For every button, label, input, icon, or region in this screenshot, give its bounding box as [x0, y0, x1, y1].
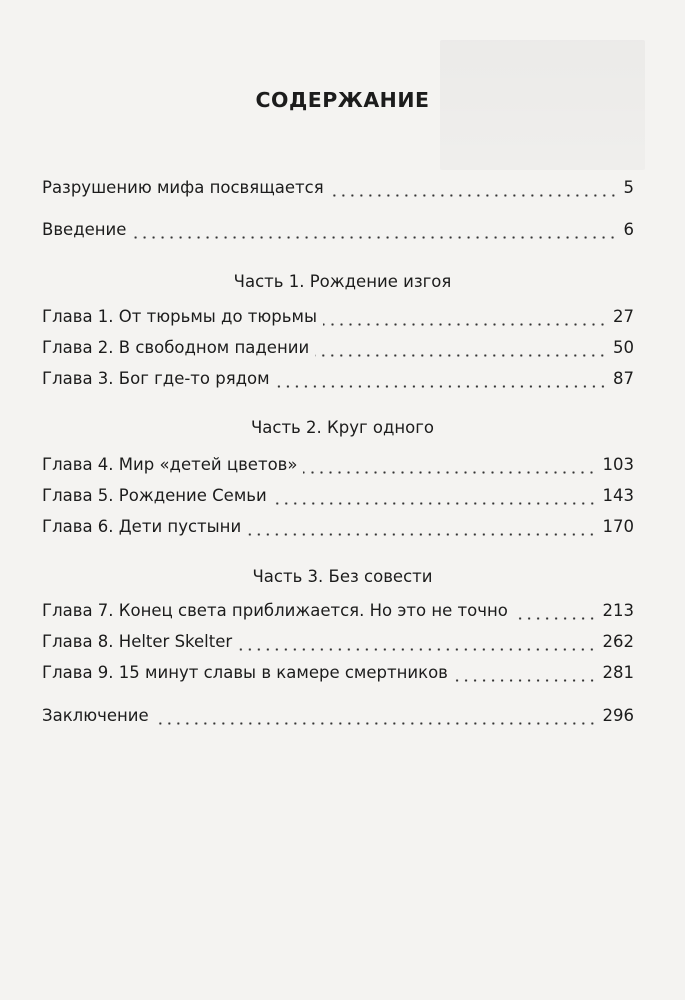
toc-entry-page: 213	[602, 601, 634, 620]
toc-entry-label: Глава 7. Конец света приближается. Но это не точно	[42, 601, 508, 620]
toc-entry-label: Глава 9. 15 минут славы в камере смертников	[42, 663, 448, 682]
toc-entry-label: Разрушению мифа посвящается	[42, 178, 324, 197]
dot-leader	[238, 648, 596, 651]
toc-entry	[42, 663, 634, 687]
toc-entry-page: 262	[602, 632, 634, 651]
toc-entry-page: 6	[623, 220, 634, 239]
toc-entry-label: Глава 3. Бог где-то рядом	[42, 369, 270, 388]
dot-leader	[247, 533, 596, 536]
toc-entry-page: 50	[613, 338, 634, 357]
dot-leader	[155, 722, 597, 725]
toc-entry-label: Введение	[42, 220, 127, 239]
toc-entry-page: 281	[602, 663, 634, 682]
dot-leader	[276, 385, 607, 388]
toc-entry	[42, 178, 634, 202]
toc-entry	[42, 486, 634, 510]
dot-leader	[454, 679, 597, 682]
toc-entry-label: Глава 8. Helter Skelter	[42, 632, 233, 651]
dot-leader	[330, 194, 618, 197]
toc-entry	[42, 601, 634, 625]
toc-entry-label: Глава 2. В свободном падении	[42, 338, 310, 357]
toc-entry	[42, 632, 634, 656]
toc-entry-page: 296	[602, 706, 634, 725]
toc-entry-page: 27	[613, 307, 634, 326]
dot-leader	[315, 354, 607, 357]
toc-entry-page: 87	[613, 369, 634, 388]
toc-entry	[42, 369, 634, 393]
toc-entry-page: 143	[602, 486, 634, 505]
dot-leader	[303, 471, 596, 474]
toc-entry	[42, 307, 634, 331]
toc-entry-page: 170	[602, 517, 634, 536]
dot-leader	[514, 617, 597, 620]
toc-entry	[42, 455, 634, 479]
page-title: СОДЕРЖАНИЕ	[255, 88, 430, 112]
toc-entry-page: 103	[602, 455, 634, 474]
part-heading: Часть 2. Круг одного	[250, 418, 435, 437]
part-heading: Часть 1. Рождение изгоя	[233, 272, 452, 291]
toc-entry	[42, 338, 634, 362]
part-heading: Часть 3. Без совести	[252, 567, 433, 586]
toc-entry-label: Глава 1. От тюрьмы до тюрьмы	[42, 307, 317, 326]
dot-leader	[273, 502, 597, 505]
toc-entry-page: 5	[623, 178, 634, 197]
dot-leader	[323, 323, 607, 326]
toc-entry-label: Глава 5. Рождение Семьи	[42, 486, 267, 505]
toc-entry	[42, 517, 634, 541]
toc-entry-label: Глава 6. Дети пустыни	[42, 517, 242, 536]
toc-entry	[42, 706, 634, 730]
dot-leader	[132, 236, 617, 239]
toc-entry-label: Глава 4. Мир «детей цветов»	[42, 455, 298, 474]
toc-entry	[42, 220, 634, 244]
toc-entry-label: Заключение	[42, 706, 149, 725]
